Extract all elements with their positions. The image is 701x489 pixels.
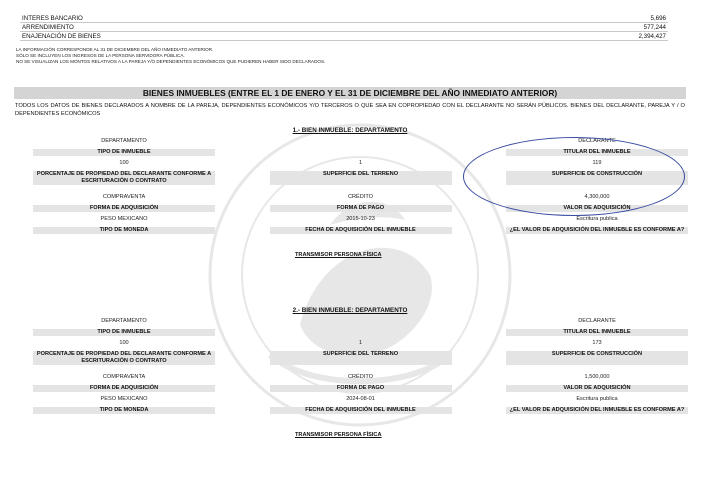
income-row bbox=[20, 14, 668, 23]
conforme-value: Escritura publica bbox=[576, 396, 618, 402]
section-intro: TODOS LOS DATOS DE BIENES DECLARADOS A NOMBRE DE LA PAREJA, DEPENDIENTES ECONÓMICOS Y/O TERCEROS O QUE SEA EN COPROPIEDAD CON EL DECLARANTE NO SERÁN PÚBLICOS. BIENES DEL DECLARANTE, PAREJA Y / O DEPENDIENTES ECONÓMICOS bbox=[15, 103, 685, 117]
fecha-adquisicion-value: 2024-08-01 bbox=[346, 396, 375, 402]
superficie-construccion-label: SUPERFICIE DE CONSTRUCCIÓN bbox=[506, 351, 688, 365]
superficie-terreno-label: SUPERFICIE DEL TERRENO bbox=[270, 171, 452, 185]
porcentaje-label: PORCENTAJE DE PROPIEDAD DEL DECLARANTE CONFORME A ESCRITURACIÓN O CONTRATO bbox=[33, 171, 215, 185]
section-title: BIENES INMUEBLES (ENTRE EL 1 DE ENERO Y EL 31 DE DICIEMBRE DEL AÑO INMEDIATO ANTERIOR) bbox=[14, 87, 686, 99]
superficie-construccion-value: 119 bbox=[592, 160, 602, 166]
titular-label: TITULAR DEL INMUEBLE bbox=[506, 149, 688, 156]
note-line: LA INFORMACIÓN CORRESPONDE AL 31 DE DICIEMBRE DEL AÑO INMEDIATO ANTERIOR. bbox=[16, 47, 214, 52]
income-label: INTERES BANCARIO bbox=[22, 15, 83, 22]
income-row bbox=[20, 23, 668, 32]
empty-cell bbox=[270, 149, 452, 156]
tipo-moneda-value: PESO MEXICANO bbox=[100, 216, 148, 222]
fecha-adquisicion-value: 2015-10-23 bbox=[346, 216, 375, 222]
note-line: NO SE VISUALIZAN LOS MONTOS RELATIVOS A LA PAREJA Y/O DEPENDIENTES ECONÓMICOS QUE PUDIEREN HABER SIDO DECLARADOS. bbox=[16, 59, 326, 64]
tipo-moneda-label: TIPO DE MONEDA bbox=[33, 407, 215, 414]
tipo-moneda-value: PESO MEXICANO bbox=[100, 396, 148, 402]
fecha-adquisicion-label: FECHA DE ADQUISICIÓN DEL INMUEBLE bbox=[270, 407, 452, 414]
valor-adquisicion-label: VALOR DE ADQUISICIÓN bbox=[506, 385, 688, 392]
superficie-construccion-value: 173 bbox=[592, 340, 602, 346]
empty-cell bbox=[270, 138, 452, 145]
tipo-inmueble-label: TIPO DE INMUEBLE bbox=[33, 329, 215, 336]
valor-adquisicion-value: 4,300,000 bbox=[584, 194, 610, 200]
income-table bbox=[20, 14, 668, 41]
conforme-value: Escritura publica bbox=[576, 216, 618, 222]
forma-pago-label: FORMA DE PAGO bbox=[270, 385, 452, 392]
note-line: SÓLO SE INCLUYEN LOS INGRESOS DE LA PERSONA SERVIDORA PÚBLICA. bbox=[16, 53, 185, 58]
income-label: ARRENDIMIENTO bbox=[22, 24, 74, 31]
income-value: 2,394,427 bbox=[638, 33, 666, 40]
superficie-construccion-label: SUPERFICIE DE CONSTRUCCIÓN bbox=[506, 171, 688, 185]
income-row bbox=[20, 32, 668, 41]
income-value: 5,696 bbox=[650, 15, 666, 22]
forma-pago-value: CRÉDITO bbox=[347, 374, 374, 380]
property-title: 2.- BIEN INMUEBLE: DEPARTAMENTO bbox=[292, 307, 408, 314]
conforme-label: ¿EL VALOR DE ADQUISICIÓN DEL INMUEBLE ES CONFORME A? bbox=[506, 227, 688, 234]
income-notes bbox=[16, 47, 325, 65]
tipo-inmueble-label: TIPO DE INMUEBLE bbox=[33, 149, 215, 156]
fecha-adquisicion-label: FECHA DE ADQUISICIÓN DEL INMUEBLE bbox=[270, 227, 452, 234]
superficie-terreno-label: SUPERFICIE DEL TERRENO bbox=[270, 351, 452, 365]
forma-adquisicion-value: COMPRAVENTA bbox=[102, 194, 146, 200]
titular-value: DECLARANTE bbox=[578, 318, 616, 324]
valor-adquisicion-label: VALOR DE ADQUISICIÓN bbox=[506, 205, 688, 212]
titular-label: TITULAR DEL INMUEBLE bbox=[506, 329, 688, 336]
tipo-moneda-label: TIPO DE MONEDA bbox=[33, 227, 215, 234]
transmisor-label: TRANSMISOR PERSONA FÍSICA bbox=[295, 432, 382, 438]
forma-pago-label: FORMA DE PAGO bbox=[270, 205, 452, 212]
porcentaje-value: 100 bbox=[119, 160, 129, 166]
porcentaje-value: 100 bbox=[119, 340, 129, 346]
valor-adquisicion-value: 1,500,000 bbox=[584, 374, 610, 380]
forma-adquisicion-value: COMPRAVENTA bbox=[102, 374, 146, 380]
forma-pago-value: CRÉDITO bbox=[347, 194, 374, 200]
forma-adquisicion-label: FORMA DE ADQUISICIÓN bbox=[33, 385, 215, 392]
tipo-inmueble-value: DEPARTAMENTO bbox=[101, 138, 147, 144]
empty-cell bbox=[270, 318, 452, 325]
income-value: 577,244 bbox=[643, 24, 666, 31]
superficie-terreno-value: 1 bbox=[358, 340, 363, 346]
tipo-inmueble-value: DEPARTAMENTO bbox=[101, 318, 147, 324]
conforme-label: ¿EL VALOR DE ADQUISICIÓN DEL INMUEBLE ES CONFORME A? bbox=[506, 407, 688, 414]
superficie-terreno-value: 1 bbox=[358, 160, 363, 166]
empty-cell bbox=[270, 329, 452, 336]
property-title: 1.- BIEN INMUEBLE: DEPARTAMENTO bbox=[292, 127, 408, 134]
transmisor-label: TRANSMISOR PERSONA FÍSICA bbox=[295, 252, 382, 258]
income-label: ENAJENACIÓN DE BIENES bbox=[22, 33, 101, 40]
forma-adquisicion-label: FORMA DE ADQUISICIÓN bbox=[33, 205, 215, 212]
porcentaje-label: PORCENTAJE DE PROPIEDAD DEL DECLARANTE CONFORME A ESCRITURACIÓN O CONTRATO bbox=[33, 351, 215, 365]
titular-value: DECLARANTE bbox=[578, 138, 616, 144]
